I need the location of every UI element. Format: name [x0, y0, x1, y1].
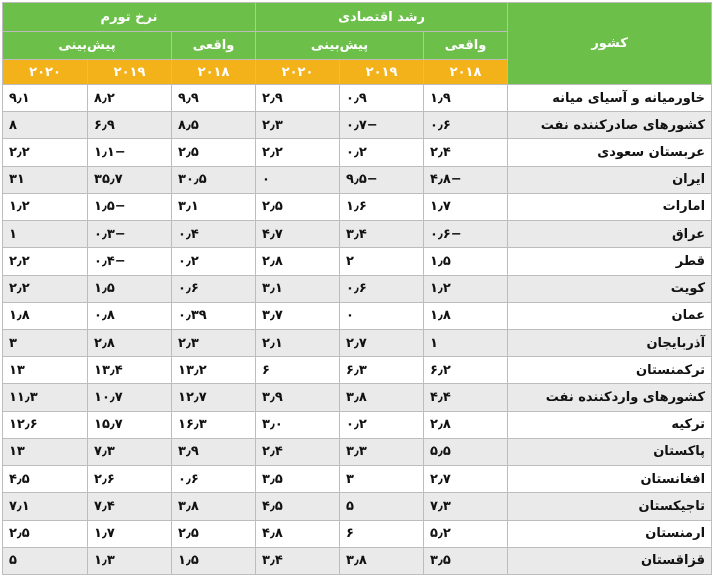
table-row — [3, 520, 712, 547]
growth-2018-cell: ۱٫۵ — [424, 248, 508, 275]
growth-2020-cell: ۳٫۱ — [256, 275, 340, 302]
inflation-2020-cell: ۳۱ — [3, 166, 88, 193]
inflation-2019-cell: −۱٫۵ — [88, 193, 172, 220]
growth-2020-cell: ۲٫۸ — [256, 248, 340, 275]
growth-2019-cell: ۰٫۲ — [340, 139, 424, 166]
inflation-2018-cell: ۳۰٫۵ — [172, 166, 256, 193]
growth-2020-cell: ۶ — [256, 357, 340, 384]
country-cell: امارات — [508, 193, 712, 220]
inflation-2018-cell: ۲٫۵ — [172, 139, 256, 166]
country-cell: عربستان سعودی — [508, 139, 712, 166]
table-body — [3, 85, 712, 575]
growth-2019-cell: ۰٫۹ — [340, 85, 424, 112]
growth-2019-cell: ۰٫۶ — [340, 275, 424, 302]
country-cell: عمان — [508, 302, 712, 329]
inflation-2018-cell: ۸٫۵ — [172, 112, 256, 139]
country-cell: تاجیکستان — [508, 493, 712, 520]
growth-2018-cell: ۱٫۸ — [424, 302, 508, 329]
inflation-2019-cell: ۳۵٫۷ — [88, 166, 172, 193]
inflation-2020-cell: ۱٫۸ — [3, 302, 88, 329]
table-row — [3, 438, 712, 465]
inflation-2019-cell: ۷٫۴ — [88, 493, 172, 520]
growth-2020-cell: ۲٫۹ — [256, 85, 340, 112]
inflation-2018-cell: ۱٫۵ — [172, 547, 256, 574]
growth-2020-cell: ۳٫۵ — [256, 466, 340, 493]
inflation-2018-cell: ۳٫۱ — [172, 193, 256, 220]
inflation-2020-cell: ۱۳ — [3, 357, 88, 384]
growth-2018-cell: ۲٫۸ — [424, 411, 508, 438]
inflation-2020-cell: ۱٫۲ — [3, 193, 88, 220]
inflation-forecast-header: پیش‌بینی — [3, 32, 172, 60]
growth-2019-cell: ۵ — [340, 493, 424, 520]
inflation-2019-cell: ۶٫۹ — [88, 112, 172, 139]
growth-2020-cell: ۲٫۴ — [256, 438, 340, 465]
inflation-2018-cell: ۹٫۹ — [172, 85, 256, 112]
growth-2020-cell: ۴٫۷ — [256, 221, 340, 248]
inflation-2018-cell: ۲٫۵ — [172, 520, 256, 547]
growth-2020-cell: ۳٫۹ — [256, 384, 340, 411]
growth-2018-cell: ۵٫۲ — [424, 520, 508, 547]
growth-2020-cell: ۴٫۵ — [256, 493, 340, 520]
growth-2019-cell: ۰ — [340, 302, 424, 329]
inflation-2019-cell: ۱۰٫۷ — [88, 384, 172, 411]
inflation-2019-cell: ۸٫۲ — [88, 85, 172, 112]
growth-2018-cell: −۰٫۶ — [424, 221, 508, 248]
economic-outlook-table — [2, 2, 712, 575]
country-cell: ایران — [508, 166, 712, 193]
growth-2018-cell: ۲٫۴ — [424, 139, 508, 166]
growth-2018-cell: ۶٫۲ — [424, 357, 508, 384]
growth-2019-cell: −۰٫۷ — [340, 112, 424, 139]
year-header: ۲۰۱۸ — [172, 60, 256, 85]
growth-2018-cell: ۱٫۲ — [424, 275, 508, 302]
inflation-2020-cell: ۱۳ — [3, 438, 88, 465]
inflation-2019-cell: ۱٫۷ — [88, 520, 172, 547]
year-header: ۲۰۲۰ — [256, 60, 340, 85]
growth-2018-cell: ۲٫۷ — [424, 466, 508, 493]
country-cell: خاورمیانه و آسیای میانه — [508, 85, 712, 112]
inflation-2019-cell: ۰٫۸ — [88, 302, 172, 329]
growth-2020-cell: ۲٫۲ — [256, 139, 340, 166]
growth-2019-cell: ۱٫۶ — [340, 193, 424, 220]
inflation-2019-cell: ۱۳٫۴ — [88, 357, 172, 384]
country-cell: عراق — [508, 221, 712, 248]
country-cell: ترکمنستان — [508, 357, 712, 384]
growth-2018-cell: ۱ — [424, 329, 508, 356]
inflation-2018-cell: ۰٫۴ — [172, 221, 256, 248]
inflation-2019-cell: ۱٫۳ — [88, 547, 172, 574]
growth-2020-cell: ۲٫۳ — [256, 112, 340, 139]
year-header: ۲۰۱۹ — [340, 60, 424, 85]
growth-2019-cell: −۹٫۵ — [340, 166, 424, 193]
growth-2020-cell: ۲٫۵ — [256, 193, 340, 220]
inflation-2019-cell: −۰٫۴ — [88, 248, 172, 275]
table-row — [3, 329, 712, 356]
year-header: ۲۰۱۹ — [88, 60, 172, 85]
inflation-2019-cell: ۷٫۳ — [88, 438, 172, 465]
inflation-2020-cell: ۵ — [3, 547, 88, 574]
table-row — [3, 466, 712, 493]
table-row — [3, 193, 712, 220]
growth-2019-cell: ۶٫۳ — [340, 357, 424, 384]
country-cell: ترکیه — [508, 411, 712, 438]
growth-2019-cell: ۳٫۳ — [340, 438, 424, 465]
table-row — [3, 384, 712, 411]
table-row — [3, 139, 712, 166]
growth-2019-cell: ۳٫۴ — [340, 221, 424, 248]
inflation-2020-cell: ۱ — [3, 221, 88, 248]
country-cell: کشورهای صادرکننده نفت — [508, 112, 712, 139]
country-cell: کشورهای واردکننده نفت — [508, 384, 712, 411]
inflation-2018-cell: ۰٫۲ — [172, 248, 256, 275]
growth-2020-cell: ۳٫۰ — [256, 411, 340, 438]
country-cell: قطر — [508, 248, 712, 275]
country-cell: کویت — [508, 275, 712, 302]
inflation-2020-cell: ۲٫۲ — [3, 248, 88, 275]
growth-2018-cell: ۰٫۶ — [424, 112, 508, 139]
country-column-header: کشور — [508, 3, 712, 85]
growth-2019-cell: ۲ — [340, 248, 424, 275]
inflation-2020-cell: ۲٫۵ — [3, 520, 88, 547]
inflation-2018-cell: ۱۲٫۷ — [172, 384, 256, 411]
country-cell: آذربایجان — [508, 329, 712, 356]
inflation-2019-cell: −۱٫۱ — [88, 139, 172, 166]
table-row — [3, 547, 712, 574]
inflation-2018-cell: ۱۶٫۳ — [172, 411, 256, 438]
growth-2020-cell: ۰ — [256, 166, 340, 193]
growth-2018-cell: ۱٫۹ — [424, 85, 508, 112]
inflation-2019-cell: ۱٫۵ — [88, 275, 172, 302]
table-row — [3, 166, 712, 193]
inflation-2020-cell: ۲٫۲ — [3, 275, 88, 302]
growth-2019-cell: ۶ — [340, 520, 424, 547]
inflation-2018-cell: ۰٫۳۹ — [172, 302, 256, 329]
growth-2018-cell: ۳٫۵ — [424, 547, 508, 574]
growth-2020-cell: ۴٫۸ — [256, 520, 340, 547]
inflation-actual-header: واقعی — [172, 32, 256, 60]
country-cell: افغانستان — [508, 466, 712, 493]
growth-2018-cell: ۵٫۵ — [424, 438, 508, 465]
table-row — [3, 221, 712, 248]
table-row — [3, 85, 712, 112]
inflation-2019-cell: ۲٫۸ — [88, 329, 172, 356]
inflation-2020-cell: ۲٫۲ — [3, 139, 88, 166]
inflation-2020-cell: ۸ — [3, 112, 88, 139]
growth-group-header: رشد اقتصادی — [256, 3, 508, 32]
year-header: ۲۰۱۸ — [424, 60, 508, 85]
inflation-2020-cell: ۷٫۱ — [3, 493, 88, 520]
inflation-group-header: نرخ تورم — [3, 3, 256, 32]
table-row — [3, 302, 712, 329]
table-row — [3, 248, 712, 275]
growth-2019-cell: ۲٫۷ — [340, 329, 424, 356]
growth-2019-cell: ۰٫۲ — [340, 411, 424, 438]
growth-2020-cell: ۳٫۷ — [256, 302, 340, 329]
inflation-2018-cell: ۳٫۹ — [172, 438, 256, 465]
table-row — [3, 411, 712, 438]
growth-2018-cell: ۱٫۷ — [424, 193, 508, 220]
growth-2020-cell: ۳٫۴ — [256, 547, 340, 574]
growth-2018-cell: −۴٫۸ — [424, 166, 508, 193]
inflation-2020-cell: ۳ — [3, 329, 88, 356]
growth-2018-cell: ۴٫۴ — [424, 384, 508, 411]
inflation-2018-cell: ۳٫۸ — [172, 493, 256, 520]
growth-forecast-header: پیش‌بینی — [256, 32, 424, 60]
country-cell: ارمنستان — [508, 520, 712, 547]
year-header: ۲۰۲۰ — [3, 60, 88, 85]
table-row — [3, 493, 712, 520]
country-cell: قزاقستان — [508, 547, 712, 574]
inflation-2018-cell: ۰٫۶ — [172, 275, 256, 302]
inflation-2020-cell: ۴٫۵ — [3, 466, 88, 493]
inflation-2019-cell: ۱۵٫۷ — [88, 411, 172, 438]
growth-actual-header: واقعی — [424, 32, 508, 60]
inflation-2020-cell: ۹٫۱ — [3, 85, 88, 112]
inflation-2018-cell: ۱۳٫۲ — [172, 357, 256, 384]
inflation-2018-cell: ۰٫۶ — [172, 466, 256, 493]
inflation-2020-cell: ۱۲٫۶ — [3, 411, 88, 438]
growth-2019-cell: ۳ — [340, 466, 424, 493]
inflation-2018-cell: ۲٫۳ — [172, 329, 256, 356]
growth-2018-cell: ۷٫۳ — [424, 493, 508, 520]
table-row — [3, 357, 712, 384]
country-cell: پاکستان — [508, 438, 712, 465]
growth-2019-cell: ۳٫۸ — [340, 384, 424, 411]
growth-2020-cell: ۲٫۱ — [256, 329, 340, 356]
inflation-2019-cell: ۲٫۶ — [88, 466, 172, 493]
inflation-2020-cell: ۱۱٫۳ — [3, 384, 88, 411]
growth-2019-cell: ۳٫۸ — [340, 547, 424, 574]
table-row — [3, 275, 712, 302]
table-row — [3, 112, 712, 139]
inflation-2019-cell: −۰٫۳ — [88, 221, 172, 248]
